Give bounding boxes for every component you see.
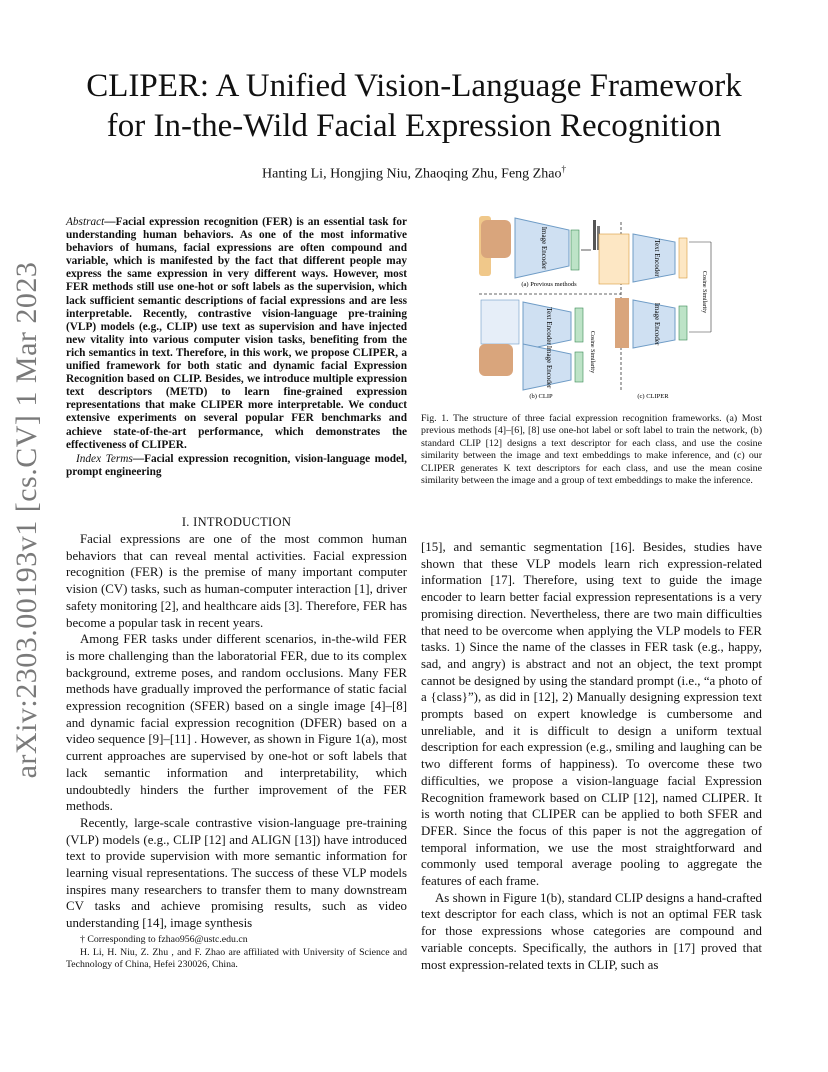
intro-paragraph-1: Facial expressions are one of the most common human behaviors that can reveal mental activities. Facial expression recognition (FER) is the premise of many important computer vision (CV) tasks, such as human-computer interaction [1], driver safety monitoring [2], and healthcare aids [3]. Therefore, FER has become a popular task in recent years. <box>66 532 407 630</box>
index-terms-text: —Facial expression recognition, vision-language model, prompt engineering <box>66 452 407 478</box>
abstract-text: —Facial expression recognition (FER) is an essential task for understanding human behaviors. As one of the most informative behaviors of humans, facial expressions are often compound and variable, which is manifested by the fact that different people may express the same expression in very different ways. However, most FER methods still use one-hot or soft labels as the supervision, which lack sufficient semantic descriptions of facial expressions and are less interpretable. Recently, contrastive vision-language pre-training (VLP) models (e.g., CLIP) use text as supervision and have injected new vitality into various computer vision tasks, benefiting from the rich semantics in text. Therefore, in this work, we propose CLIPER, a unified framework for both static and dynamic facial Expression Recognition based on CLIP. Besides, we introduce multiple expression text descriptors (METD) to learn fine-grained expression representations that make CLIPER more interpretable. We conduct extensive experiments on several popular FER benchmarks and achieve state-of-the-art performance, which demonstrates the effectiveness of CLIPER. <box>66 216 407 451</box>
figure-caption: Fig. 1. The structure of three facial expression recognition frameworks. (a) Most previous methods [4]–[6], [8] use one-hot label or soft label to train the network, (b) standard CLIP [12] designs a text descriptor for each class, and use the cosine similarity between the image and text embeddings to make inference, and (c) our CLIPER generates K text descriptors for each class, and use the mean cosine similarity between the image and a group of text embeddings to make the inference. <box>421 413 762 487</box>
image-encoder-a-label: Image Encoder <box>540 226 548 270</box>
label-clip: (b) CLIP <box>529 393 553 400</box>
footnotes <box>66 934 407 972</box>
text-descriptors-c <box>599 234 629 284</box>
index-terms-label: Index Terms <box>76 452 133 465</box>
text-embed-b <box>575 308 583 342</box>
section-heading: I. INTRODUCTION <box>181 515 292 529</box>
title-line-2: for In-the-Wild Facial Expression Recognition <box>106 108 722 144</box>
face-thumbnail-a <box>481 220 511 258</box>
face-thumbnail-b <box>479 344 513 376</box>
corresponding-mark: † <box>561 164 566 174</box>
label-cliper: (c) CLIPER <box>637 393 669 400</box>
image-encoder-b-label: Image Encoder <box>545 345 553 389</box>
abstract <box>66 216 407 479</box>
face-frames-c <box>615 298 629 348</box>
abstract-label: Abstract <box>66 216 105 228</box>
footnote-corresponding: † Corresponding to fzhao956@ustc.edu.cn <box>80 934 248 945</box>
cosine-similarity-c: Cosine Similarity <box>701 270 707 314</box>
cosine-similarity-b: Cosine Similarity <box>589 330 595 374</box>
text-encoder-c-label: Text Encoder <box>653 239 661 277</box>
right-paragraph-2: As shown in Figure 1(b), standard CLIP designs a hand-crafted text descriptor for each class, which is not an optimal FER task for those expressions whose categories are compound and variable concepts. Specifically, the authors in [17] proved that most expression-related texts in CLIP, such as <box>421 890 762 972</box>
image-encoder-c-label: Image Encoder <box>653 302 661 346</box>
class-prompts-b <box>481 300 519 344</box>
feature-vector-a <box>571 230 579 270</box>
right-column-body <box>421 539 762 973</box>
title-line-1: CLIPER: A Unified Vision-Language Framework <box>86 68 742 104</box>
text-embeds-c <box>679 238 687 278</box>
index-terms <box>66 453 407 479</box>
label-bars-a <box>593 220 596 250</box>
right-paragraph-1: [15], and semantic segmentation [16]. Besides, studies have shown that these VLP models learn rich expression-related information [17]. Therefore, using text to guide the image encoder to learn better facial expression representations is a very promising direction. Nevertheless, there are two main difficulties that need to be overcome when applying the VLP models to FER tasks. 1) Since the name of the classes in FER task (e.g., happy, sad, and angry) is abstract and not an object, the text prompt cannot be designed by using the standard prompt (i.e., “a photo of a {class}”), as did in [12], 2) Manually designing expression text prompts based on expert knowledge is cumbersome and unreliable, and it is difficult to design a uniform textual description for each expression (e.g., smiling and laughing can be two different forms of happiness). To overcome these two difficulties, we propose a vision-language facial Expression Recognition framework based on CLIP [12], named CLIPER. It is worth noting that CLIPER can be applied to both SFER and DFER. Since the focus of this paper is not the aggregation of temporal information, we use the most straightforward and commonly used temporal average pooling to aggregate the features of each frame. <box>421 540 762 889</box>
arxiv-identifier: arXiv:2303.00193v1 [cs.CV] 1 Mar 2023 <box>10 261 43 779</box>
intro-paragraph-3: Recently, large-scale contrastive vision-language pre-training (VLP) models (e.g., CLIP [12] and ALIGN [13]) have introduced text to provide supervision with more semantic information for learning visual representations. The success of these VLP models inspires many researchers to transfer them to many downstream CV tasks and achieve promising results, such as video understanding [14], image synthesis <box>66 815 407 931</box>
framework-diagram <box>421 212 762 402</box>
author-list <box>60 164 768 183</box>
paper-title <box>60 66 768 146</box>
left-column-body <box>66 531 407 932</box>
arxiv-side-label <box>2 261 52 779</box>
text-encoder-b-label: Text Encoder <box>545 307 553 345</box>
authors-names: Hanting Li, Hongjing Niu, Zhaoqing Zhu, Feng Zhao <box>262 166 562 182</box>
image-embed-c <box>679 306 687 340</box>
image-embed-b <box>575 352 583 382</box>
figure-1 <box>421 212 762 402</box>
footnote-affiliation: H. Li, H. Niu, Z. Zhu , and F. Zhao are affiliated with University of Science and Technology of China, Hefei 230026, China. <box>66 946 407 970</box>
intro-paragraph-2: Among FER tasks under different scenarios, in-the-wild FER is more challenging than the laboratorial FER, due to its complex background, extreme poses, and random occlusions. Many FER methods have gradually improved the performance of static facial expression recognition (SFER) based on a single image [4]–[8] and dynamic facial expression recognition (DFER) based on a video sequence [9]–[11] . However, as shown in Figure 1(a), most current approaches are supervised by one-hot or soft labels that lack semantic information and interpretability, which undoubtedly hinders the further improvement of the FER methods. <box>66 632 407 814</box>
label-previous-methods: (a) Previous methods <box>521 281 577 288</box>
